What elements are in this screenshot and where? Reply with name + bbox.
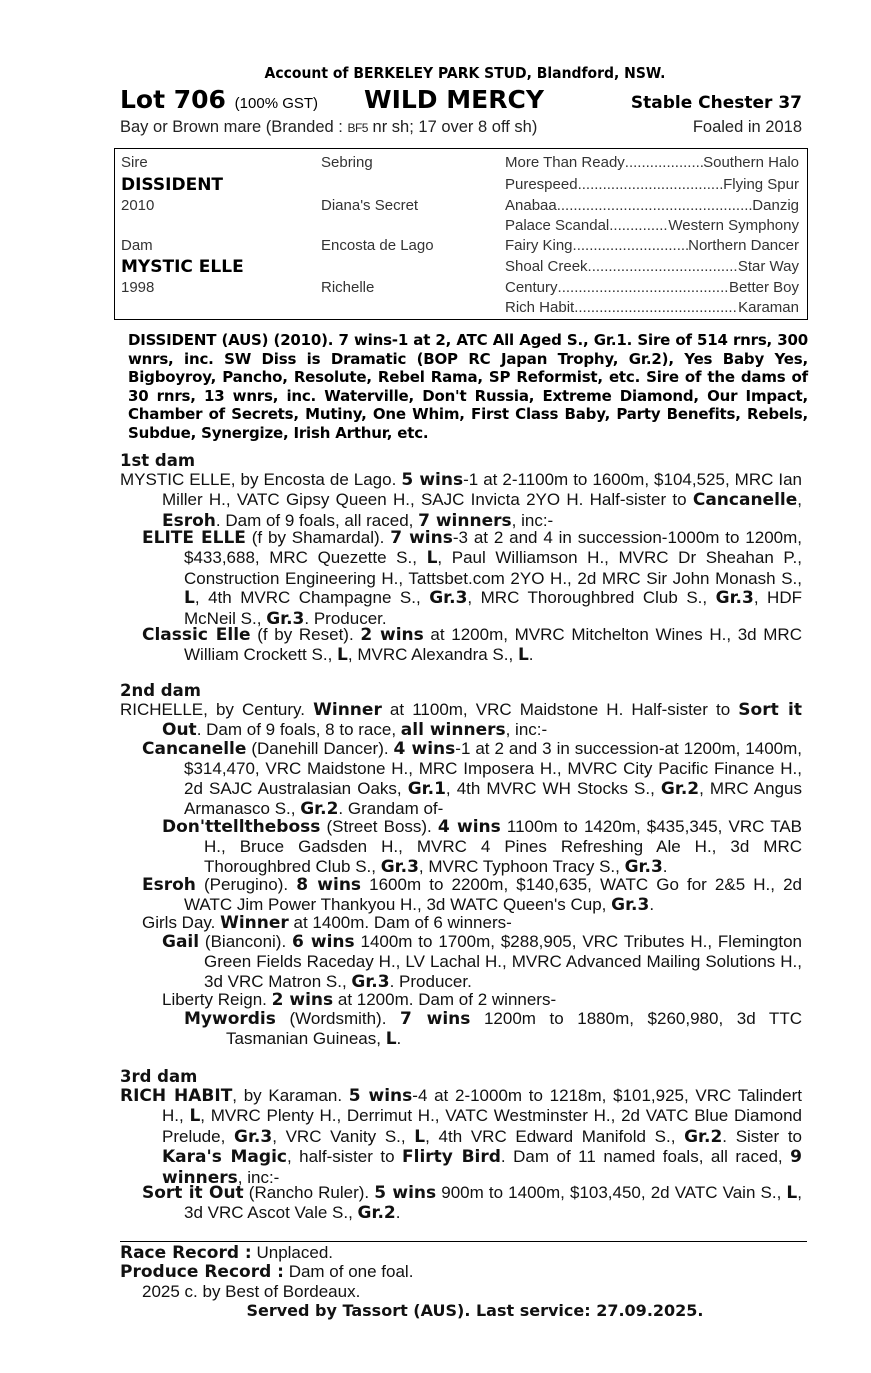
ancestor-row [505, 299, 799, 316]
foaled-year: Foaled in 2018 [692, 118, 802, 136]
horse-name: WILD MERCY [364, 85, 544, 114]
ancestor-sire: Rich Habit [505, 299, 575, 316]
ancestor-dam-sire: Northern Dancer [688, 237, 799, 254]
bold-run: 5 wins [401, 470, 464, 490]
third-dam-text [120, 1086, 802, 1188]
sire-year: 2010 [121, 197, 155, 214]
progeny-classic-elle [142, 625, 802, 666]
first-dam-heading: 1st dam [120, 451, 196, 470]
bold-run: Gr.1 [407, 778, 446, 799]
text-run: Liberty Reign. [162, 990, 272, 1009]
text-run: . [649, 895, 655, 915]
text-run: . Producer. [389, 971, 472, 991]
bold-run: Gr.3 [234, 1126, 273, 1147]
description-text: Bay or Brown mare (Branded : [120, 118, 348, 136]
ancestor-row [505, 258, 799, 275]
text-run: , MVRC Plenty H., Derrimut H., VATC Westminster H., 2d VATC Blue Diamond Prelude, [162, 1106, 802, 1146]
progeny-cancanelle [142, 739, 802, 820]
text-run: . [396, 1029, 402, 1049]
bold-run: Gr.2 [684, 1126, 723, 1147]
progeny-esroh [142, 875, 802, 916]
text-run: , 4th VRC Edward Manifold S., [425, 1126, 685, 1146]
bold-run: 2 wins [360, 625, 424, 645]
bold-run: 4 wins [437, 817, 501, 837]
text-run: 1200m to 1880m, $260,980, 3d TTC Tasmanian Guineas, [226, 1009, 802, 1049]
ancestor-row [505, 279, 799, 296]
horse-description [120, 118, 802, 137]
text-run: (Danehill Dancer). [246, 739, 394, 758]
text-run: at 1200m, MVRC Mitchelton Wines H., 3d MRC William Crockett S., [184, 625, 802, 665]
text-run: , half-sister to [286, 1147, 403, 1167]
bold-run: 5 wins [374, 1183, 437, 1203]
text-run: , MVRC Typhoon Tracy S., [418, 856, 625, 876]
text-run: . Dam of 11 named foals, all raced, [500, 1147, 791, 1167]
bold-run: 6 wins [292, 932, 355, 952]
text-run: at 1100m, VRC Maidstone H. Half-sister to [381, 700, 739, 719]
stable-location: Stable Chester 37 [630, 93, 802, 113]
bold-run: 5 wins [348, 1086, 413, 1106]
text-run: . Dam of 9 foals, 8 to race, [196, 720, 401, 740]
ancestor-sire: Century [505, 279, 558, 296]
ancestor-sire: Palace Scandal [505, 217, 610, 234]
progeny-gail [162, 932, 802, 992]
text-run: , 4th MVRC WH Stocks S., [445, 778, 661, 798]
bold-run: L [786, 1183, 798, 1203]
bold-run: 4 wins [393, 739, 456, 759]
pedigree-table [114, 148, 808, 320]
text-run: . [528, 645, 534, 665]
ancestor-sire: Shoal Creek [505, 258, 588, 275]
bold-run: Esroh [142, 875, 196, 895]
text-run: RICHELLE, by Century. [120, 700, 314, 719]
text-run: , inc:- [237, 1167, 280, 1187]
granddam-dam: Richelle [321, 279, 375, 296]
bold-run: 9 winners [162, 1147, 802, 1188]
race-record-value: Unplaced. [251, 1243, 334, 1262]
progeny-liberty-reign [162, 990, 802, 1010]
bold-run: 7 wins [390, 528, 453, 548]
ancestor-sire: Anabaa [505, 197, 557, 214]
bold-run: L [337, 645, 348, 666]
bold-run: Winner [313, 700, 382, 720]
text-run: , MRC Thoroughbred Club S., [467, 588, 716, 608]
bold-run: Cancanelle [692, 490, 798, 511]
text-run: , VRC Vanity S., [272, 1126, 415, 1146]
bold-run: Gr.2 [300, 799, 339, 820]
bold-run: Don'ttelltheboss [162, 817, 321, 837]
ancestor-dam-sire: Karaman [738, 299, 799, 316]
second-dam-heading: 2nd dam [120, 681, 201, 700]
progeny-sort-it-out [142, 1183, 802, 1224]
text-run: , 4th MVRC Champagne S., [194, 588, 430, 608]
bold-run: Gr.2 [357, 1203, 396, 1224]
text-run: 1100m to 1420m, $435,345, VRC TAB H., Bruce Gadsden H., MVRC 4 Pines Refreshing Ale H., 3d MRC Thoroughbred Club S., [204, 817, 802, 876]
ancestor-dam-sire: Danzig [752, 197, 799, 214]
progeny-elite-elle [142, 528, 802, 629]
text-run: at 1400m. Dam of 6 winners- [288, 913, 512, 932]
bold-run: L [426, 548, 438, 569]
lot-number [120, 85, 318, 114]
produce-record [120, 1262, 802, 1282]
text-run: . [662, 856, 668, 876]
dam-label: Dam [121, 237, 153, 254]
text-run: , MRC Angus Armanasco S., [184, 778, 802, 819]
bold-run: Gr.3 [611, 895, 650, 916]
text-run: , MVRC Alexandra S., [347, 645, 518, 665]
text-run: (Bianconi). [199, 932, 293, 951]
text-run: at 1200m. Dam of 2 winners- [333, 990, 557, 1009]
ancestor-dam-sire: Better Boy [728, 279, 799, 296]
bold-run: Classic Elle [142, 625, 251, 645]
foal-entry: 2025 c. by Best of Bordeaux. [142, 1282, 361, 1301]
race-record [120, 1243, 802, 1263]
bold-run: Cancanelle [142, 739, 247, 759]
bold-run: L [414, 1126, 426, 1147]
lot-number-text: Lot 706 [120, 85, 226, 114]
bold-run: L [517, 645, 529, 666]
text-run: -4 at 2-1000m to 1218m, $101,925, VRC Talindert H., [162, 1086, 802, 1126]
bold-run: Gr.3 [380, 856, 419, 877]
bold-run: Kara's Magic [162, 1147, 287, 1168]
ancestor-sire: More Than Ready [505, 154, 625, 171]
text-run: (f by Shamardal). [245, 528, 391, 547]
grandsire-dam: Encosta de Lago [321, 237, 434, 254]
text-run: , 3d VRC Ascot Vale S., [184, 1183, 802, 1223]
bold-run: Gail [162, 932, 200, 952]
bold-run: Mywordis [184, 1009, 276, 1029]
race-record-label: Race Record : [120, 1243, 252, 1263]
bold-run: Esroh [162, 510, 216, 531]
bold-run: Gr.3 [351, 971, 390, 992]
service-note: Served by Tassort (AUS). Last service: 27.09.2025. [246, 1301, 704, 1320]
text-run: (Perugino). [195, 875, 297, 894]
bold-run: Gr.3 [715, 588, 754, 609]
bold-run: L [189, 1106, 201, 1127]
ancestor-dam-sire: Southern Halo [703, 154, 799, 171]
text-run: -1 at 2 and 3 in succession-at 1200m, 1400m, $314,470, VRC Maidstone H., MRC Imposera H., MVRC City Pacific Finance H., 2d SAJC Australasian Oaks, [184, 739, 802, 798]
text-run: (Rancho Ruler). [243, 1183, 375, 1202]
progeny-mywordis [184, 1009, 802, 1050]
granddam-sire: Diana's Secret [321, 197, 419, 214]
divider-line [120, 1241, 807, 1242]
text-run: 900m to 1400m, $103,450, 2d VATC Vain S., [436, 1183, 787, 1202]
gst-note: (100% GST) [234, 95, 319, 112]
second-dam-text [120, 700, 802, 741]
text-run: (Wordsmith). [275, 1009, 401, 1028]
text-run: , [797, 490, 802, 510]
dam-year: 1998 [121, 279, 155, 296]
text-run: , HDF McNeil S., [184, 588, 802, 628]
bold-run: 8 wins [296, 875, 362, 895]
text-run: , by Karaman. [232, 1086, 349, 1105]
text-run: . Dam of 9 foals, all raced, [215, 510, 419, 530]
produce-record-value: Dam of one foal. [283, 1262, 414, 1281]
ancestor-sire: Fairy King [505, 237, 573, 254]
text-run: . Producer. [304, 608, 387, 628]
vendor-account: Account of BERKELEY PARK STUD, Blandford, NSW. [264, 64, 666, 82]
brand-mark: BF5 [347, 121, 368, 135]
sire-label: Sire [121, 154, 148, 171]
text-run: (Street Boss). [320, 817, 438, 836]
text-run: (f by Reset). [250, 625, 361, 644]
text-run: -1 at 2-1100m to 1600m, $104,525, MRC Ian Miller H., VATC Gipsy Queen H., SAJC Invicta 2YO H. Half-sister to [162, 470, 803, 510]
grandsire-sire: Sebring [321, 154, 373, 171]
text-run: . Sister to [722, 1126, 802, 1146]
text-run: . Grandam of- [338, 799, 444, 819]
lot-header [120, 85, 802, 117]
bold-run: Sort it Out [162, 700, 802, 741]
bold-run: L [385, 1029, 397, 1050]
text-run: . [395, 1203, 401, 1223]
bold-run: Sort it Out [142, 1183, 244, 1203]
bold-run: 2 wins [271, 990, 334, 1010]
ancestor-row [505, 197, 799, 214]
sire-name: DISSIDENT [121, 175, 224, 195]
ancestor-sire: Purespeed [505, 176, 578, 193]
text-run: , Paul Williamson H., MVRC Dr Sheahan P., Construction Engineering H., Tattsbet.com 2YO H., 2d MRC Sir John Monash S., [184, 548, 802, 588]
ancestor-dam-sire: Star Way [737, 258, 799, 275]
ancestor-dam-sire: Western Symphony [668, 217, 799, 234]
ancestor-row [505, 237, 799, 254]
bold-run: Gr.3 [429, 588, 468, 609]
text-run: 1600m to 2200m, $140,635, WATC Go for 2&5 H., 2d WATC Jim Power Thankyou H., 3d WATC Queen's Cup, [184, 875, 802, 915]
bold-run: L [184, 588, 195, 609]
text-run: Girls Day. [142, 913, 221, 932]
progeny-donttelltheboss [162, 817, 802, 877]
text-run: , inc:- [511, 510, 554, 530]
bold-run: RICH HABIT [120, 1086, 233, 1106]
description-end: nr sh; 17 over 8 off sh) [367, 118, 538, 136]
progeny-girls-day [142, 913, 802, 933]
bold-run: Gr.3 [266, 608, 305, 629]
ancestor-row [505, 217, 799, 234]
bold-run: all winners [400, 720, 506, 741]
produce-record-label: Produce Record : [120, 1262, 284, 1282]
bold-run: ELITE ELLE [142, 528, 246, 548]
bold-run: 7 winners [418, 510, 512, 531]
text-run: -3 at 2 and 4 in succession-1000m to 1200m, $433,688, MRC Quezette S., [184, 528, 803, 568]
dam-name: MYSTIC ELLE [121, 257, 244, 277]
text-run: 1400m to 1700m, $288,905, VRC Tributes H., Flemington Green Fields Raceday H., LV Lachal H., MVRC Advanced Mailing Solutions H., 3d VRC Matron S., [204, 932, 802, 991]
bold-run: Winner [220, 913, 289, 933]
sire-summary: DISSIDENT (AUS) (2010). 7 wins-1 at 2, ATC All Aged S., Gr.1. Sire of 514 rnrs, 300 wnrs, inc. SW Diss is Dramatic (BOP RC Japan Trophy, Gr.2), Yes Baby Yes, Bigboyroy, Pancho, Resolute, Rebel Rama, SP Reformist, etc. Sire of the dams of 30 rnrs, 13 wnrs, inc. Waterville, Don't Russia, Extreme Diamond, Our Impact, Chamber of Secrets, Mutiny, One Whim, First Class Baby, Party Benefits, Rebels, Subdue, Synergize, Irish Arthur, etc. [128, 331, 808, 442]
bold-run: Gr.3 [624, 856, 663, 877]
ancestor-row [505, 154, 799, 171]
ancestor-dam-sire: Flying Spur [723, 176, 799, 193]
ancestor-row [505, 176, 799, 193]
third-dam-heading: 3rd dam [120, 1067, 198, 1086]
bold-run: Flirty Bird [402, 1147, 501, 1168]
text-run: , inc:- [505, 720, 548, 740]
text-run: MYSTIC ELLE, by Encosta de Lago. [120, 470, 402, 489]
first-dam-text [120, 470, 802, 531]
bold-run: 7 wins [400, 1009, 471, 1029]
bold-run: Gr.2 [660, 778, 700, 799]
